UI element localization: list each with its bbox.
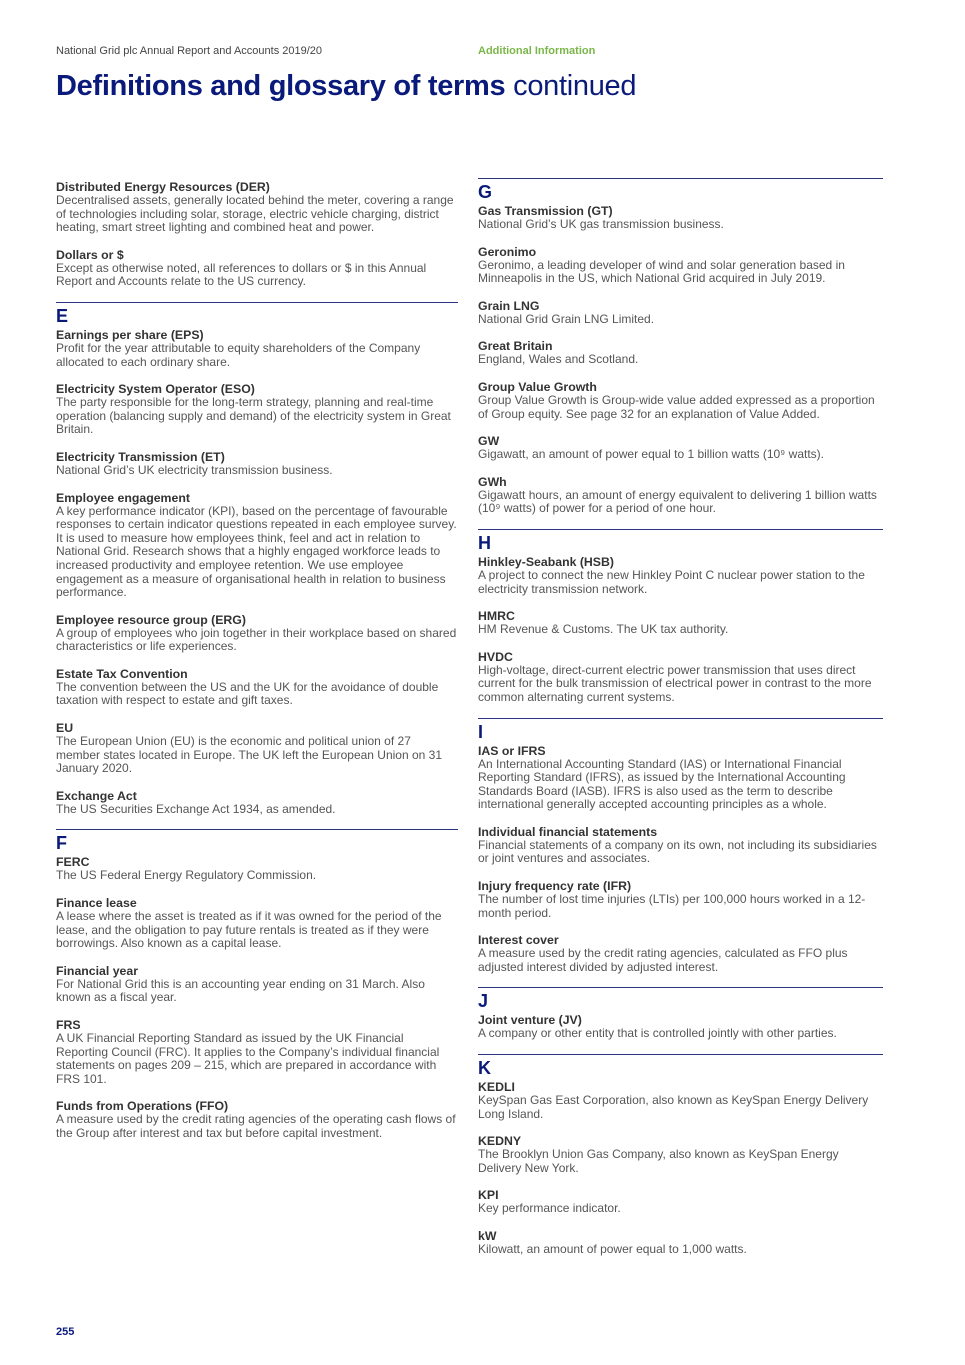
section-letter-heading: F (56, 829, 458, 853)
glossary-entry (478, 933, 883, 974)
glossary-term: Grain LNG (478, 298, 540, 313)
glossary-term: Injury frequency rate (IFR) (478, 879, 632, 894)
glossary-term: Individual financial statements (478, 824, 658, 839)
glossary-definition: Decentralised assets, generally located behind the meter, covering a range of technologies including solar, storage, electric vehicle charging, district heating, smart street lighting and combined heat and power. (56, 193, 454, 235)
glossary-term: KEDLI (478, 1080, 515, 1095)
glossary-entry (478, 744, 883, 812)
glossary-entry (56, 382, 458, 437)
glossary-definition: HM Revenue & Customs. The UK tax authority. (478, 622, 729, 637)
glossary-term: FERC (56, 855, 90, 870)
glossary-term: kW (478, 1229, 497, 1243)
glossary-entry (478, 339, 883, 367)
page-number: 255 (56, 1326, 75, 1338)
glossary-term: HMRC (478, 609, 515, 624)
glossary-definition: A measure used by the credit rating agencies of the operating cash flows of the Group after interest and tax but before capital investment. (56, 1112, 456, 1140)
glossary-definition: A UK Financial Reporting Standard as issued by the UK Financial Reporting Council (FRC). It applies to the Company’s individual financial statements on pages 209 – 215, which are prepared in accordance with FRS 101. (56, 1031, 440, 1086)
glossary-term: Estate Tax Convention (56, 666, 188, 681)
glossary-entry (56, 964, 458, 1005)
glossary-term: Dollars or $ (56, 247, 124, 262)
glossary-term: FRS (56, 1018, 81, 1032)
glossary-definition: A project to connect the new Hinkley Point C nuclear power station to the electricity transmission network. (478, 567, 865, 596)
glossary-entry (478, 1013, 883, 1041)
glossary-definition: National Grid’s UK gas transmission business. (478, 217, 724, 231)
glossary-entry (56, 896, 458, 951)
glossary-term: Joint venture (JV) (478, 1013, 582, 1028)
glossary-term: Exchange Act (56, 788, 137, 803)
glossary-definition: A company or other entity that is controlled jointly with other parties. (478, 1026, 837, 1041)
glossary-definition: The Brooklyn Union Gas Company, also known as KeySpan Energy Delivery New York. (478, 1147, 839, 1175)
glossary-definition: A group of employees who join together in their workplace based on shared characteristics or life experiences. (56, 625, 457, 654)
glossary-term: Hinkley-Seabank (HSB) (478, 554, 614, 569)
glossary-entry (478, 299, 883, 327)
glossary-entry (478, 1188, 883, 1216)
glossary-term: Distributed Energy Resources (DER) (56, 180, 270, 194)
glossary-term: IAS or IFRS (478, 743, 546, 758)
glossary-entry (56, 1099, 458, 1140)
glossary-term: Electricity Transmission (ET) (56, 449, 225, 464)
glossary-entry (478, 879, 883, 920)
glossary-definition: An International Accounting Standard (IAS) or International Financial Reporting Standard (IFRS), as issued by the International Accounting Standards Board (IASB). IFRS is also used as the term to describe international generally accepted accounting principles as a whole. (478, 756, 846, 812)
section-letter-heading: K (478, 1054, 883, 1078)
glossary-term: KEDNY (478, 1134, 522, 1149)
glossary-term: Electricity System Operator (ESO) (56, 382, 255, 397)
section-letter-heading: J (478, 987, 883, 1011)
glossary-term: Funds from Operations (FFO) (56, 1099, 229, 1114)
glossary-definition: Except as otherwise noted, all references to dollars or $ in this Annual Report and Accounts relate to the US currency. (56, 260, 427, 289)
glossary-definition: Key performance indicator. (478, 1201, 621, 1216)
glossary-definition: A measure used by the credit rating agencies, calculated as FFO plus adjusted interest divided by adjusted interest. (478, 946, 848, 974)
glossary-entry (56, 613, 458, 654)
glossary-term: Earnings per share (EPS) (56, 327, 204, 342)
glossary-term: Geronimo (478, 244, 537, 259)
report-title: National Grid plc Annual Report and Accounts 2019/20 (56, 45, 323, 57)
glossary-definition: National Grid’s UK electricity transmission business. (56, 462, 333, 477)
glossary-term: Group Value Growth (478, 379, 597, 394)
section-letter-heading: I (478, 718, 883, 742)
glossary-entry (478, 204, 883, 232)
glossary-term: Great Britain (478, 339, 553, 354)
glossary-column-left (56, 180, 458, 1154)
glossary-entry (478, 380, 883, 421)
glossary-term: HVDC (478, 649, 513, 664)
glossary-definition: Financial statements of a company on its own, not including its subsidiaries or joint ventures and associates. (478, 837, 877, 866)
glossary-entry (56, 667, 458, 708)
glossary-entry (478, 825, 883, 866)
glossary-term: EU (56, 721, 74, 736)
glossary-definition: The US Securities Exchange Act 1934, as amended. (56, 801, 336, 816)
glossary-entry (478, 245, 883, 286)
section-letter-heading: E (56, 302, 458, 326)
glossary-entry (478, 1080, 883, 1121)
glossary-definition: High-voltage, direct-current electric power transmission that uses direct current for the bulk transmission of electrical power in contrast to the more common alternating current systems. (478, 662, 872, 704)
glossary-column-right (478, 172, 883, 1270)
page-title-main: Definitions and glossary of terms (56, 70, 506, 102)
glossary-entry (56, 180, 458, 235)
glossary-definition: Group Value Growth is Group-wide value added expressed as a proportion of Group equity. See page 32 for an explanation of Value Added. (478, 392, 875, 421)
section-letter-heading: H (478, 529, 883, 553)
glossary-entry (478, 1134, 883, 1175)
glossary-entry (56, 789, 458, 817)
glossary-definition: The convention between the US and the UK for the avoidance of double taxation with respect to estate and gift taxes. (56, 679, 439, 708)
section-label: Additional Information (478, 45, 596, 57)
glossary-entry (478, 1229, 883, 1257)
glossary-term: GWh (478, 474, 507, 489)
glossary-entry (56, 248, 458, 289)
glossary-entry (56, 450, 458, 478)
glossary-term: Gas Transmission (GT) (478, 204, 613, 218)
glossary-definition: The party responsible for the long-term strategy, planning and real-time operation (balancing supply and demand) of the electricity system in Great Britain. (56, 395, 451, 437)
glossary-entry (56, 328, 458, 369)
page-title (56, 70, 636, 103)
glossary-entry (56, 855, 458, 883)
glossary-term: KPI (478, 1188, 499, 1203)
glossary-definition: KeySpan Gas East Corporation, also known as KeySpan Energy Delivery Long Island. (478, 1093, 869, 1121)
glossary-definition: National Grid Grain LNG Limited. (478, 311, 655, 326)
glossary-definition: Gigawatt hours, an amount of energy equivalent to delivering 1 billion watts (10⁹ watts) of power for a period of one hour. (478, 487, 877, 516)
glossary-definition: Gigawatt, an amount of power equal to 1 billion watts (10⁹ watts). (478, 447, 824, 462)
glossary-definition: A lease where the asset is treated as if it was owned for the period of the lease, and the obligation to pay future rentals is treated as if they were borrowings. Also known as a capital lease. (56, 909, 442, 951)
glossary-term: Financial year (56, 963, 139, 978)
glossary-definition: The US Federal Energy Regulatory Commission. (56, 868, 317, 883)
glossary-definition: For National Grid this is an accounting year ending on 31 March. Also known as a fiscal year. (56, 976, 425, 1005)
glossary-definition: A key performance indicator (KPI), based on the percentage of favourable responses to certain indicator questions repeated in each employee survey. It is used to measure how employees think, feel and act in relation to National Grid. Research shows that a highly engaged workforce leads to increased productivity and employee retention. We use employee engagement as a measure of organisational health in relation to business performance. (56, 503, 457, 600)
glossary-definition: The number of lost time injuries (LTIs) per 100,000 hours worked in a 12-month period. (478, 892, 866, 920)
glossary-term: Employee resource group (ERG) (56, 612, 246, 627)
glossary-entry (478, 555, 883, 596)
glossary-term: Finance lease (56, 896, 137, 911)
glossary-entry (56, 491, 458, 600)
glossary-definition: Profit for the year attributable to equity shareholders of the Company allocated to each ordinary share. (56, 340, 421, 369)
glossary-entry (56, 721, 458, 776)
glossary-entry (478, 609, 883, 637)
glossary-entry (478, 475, 883, 516)
glossary-term: GW (478, 434, 500, 449)
glossary-term: Employee engagement (56, 490, 190, 505)
glossary-definition: The European Union (EU) is the economic and political union of 27 member states located in Europe. The UK left the European Union on 31 January 2020. (56, 734, 443, 776)
glossary-entry (478, 650, 883, 705)
glossary-definition: Kilowatt, an amount of power equal to 1,000 watts. (478, 1242, 747, 1256)
section-letter-heading: G (478, 178, 883, 202)
glossary-term: Interest cover (478, 933, 559, 948)
glossary-entry (56, 1018, 458, 1086)
glossary-definition: England, Wales and Scotland. (478, 352, 639, 367)
page-title-continued: continued (513, 70, 637, 102)
glossary-entry (478, 434, 883, 462)
glossary-definition: Geronimo, a leading developer of wind and solar generation based in Minneapolis in the US, which National Grid acquired in July 2019. (478, 257, 845, 286)
